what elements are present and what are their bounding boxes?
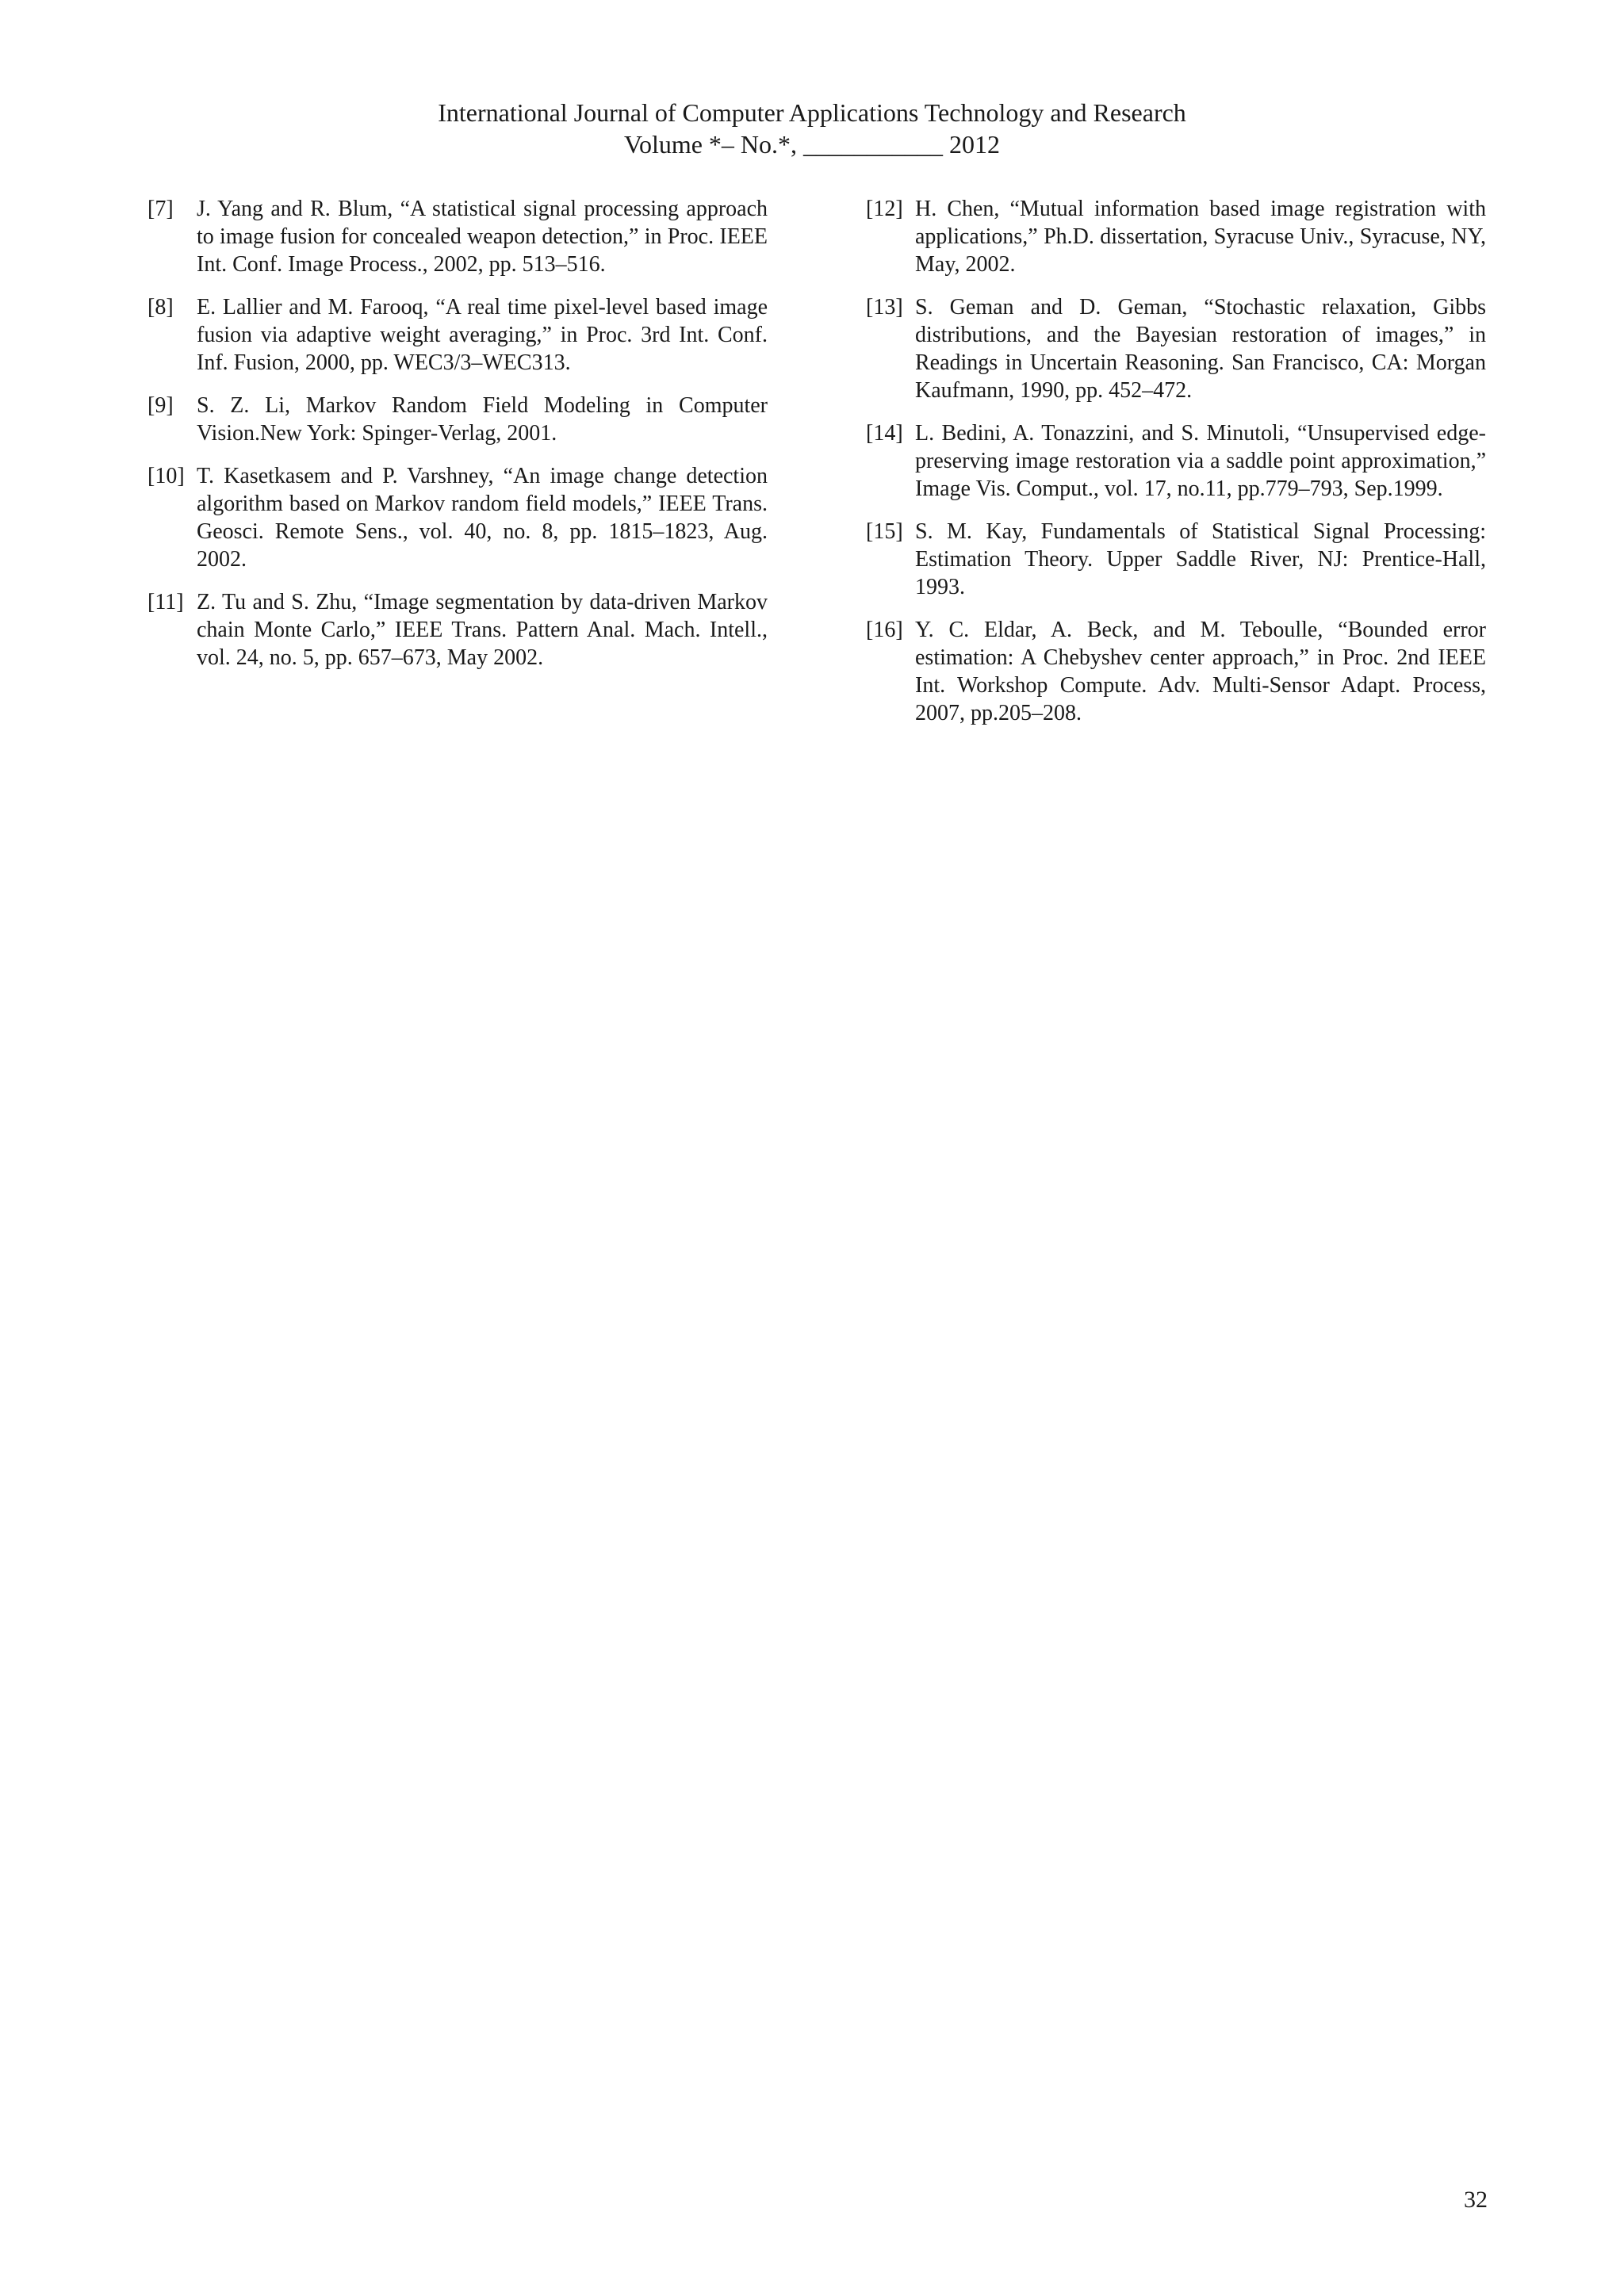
reference-number: [10] [147, 464, 185, 488]
reference-text: S. Z. Li, Markov Random Field Modeling in Computer Vision.New York: Spinger-Verlag, 2001. [197, 393, 768, 446]
running-header [0, 97, 1624, 160]
reference-item [866, 419, 1486, 503]
reference-item [866, 616, 1486, 727]
journal-title: International Journal of Computer Applications Technology and Research [438, 98, 1186, 127]
reference-number: [9] [147, 393, 174, 418]
reference-item [147, 293, 768, 377]
page-number: 32 [1464, 2187, 1488, 2213]
issue-line: Volume *– No.*, ___________ 2012 [623, 130, 1001, 159]
reference-text: T. Kasetkasem and P. Varshney, “An image change detection algorithm based on Markov random field models,” IEEE Trans. Geosci. Remote Sens., vol. 40, no. 8, pp. 1815–1823, Aug. 2002. [197, 464, 768, 572]
reference-text: Y. C. Eldar, A. Beck, and M. Teboulle, “Bounded error estimation: A Chebyshev center approach,” in Proc. 2nd IEEE Int. Workshop Compute. Adv. Multi-Sensor Adapt. Process, 2007, pp.205–208. [915, 618, 1486, 725]
reference-item [147, 588, 768, 672]
reference-item [866, 518, 1486, 601]
reference-text: J. Yang and R. Blum, “A statistical signal processing approach to image fusion for concealed weapon detection,” in Proc. IEEE Int. Conf. Image Process., 2002, pp. 513–516. [197, 197, 768, 277]
reference-item [147, 195, 768, 278]
reference-number: [13] [866, 295, 903, 320]
reference-text: S. M. Kay, Fundamentals of Statistical Signal Processing: Estimation Theory. Upper Saddle River, NJ: Prentice-Hall, 1993. [915, 519, 1486, 599]
reference-item [147, 462, 768, 573]
reference-text: E. Lallier and M. Farooq, “A real time pixel-level based image fusion via adaptive weight averaging,” in Proc. 3rd Int. Conf. Inf. Fusion, 2000, pp. WEC3/3–WEC313. [197, 295, 768, 375]
references-right-column [866, 195, 1486, 742]
reference-number: [15] [866, 519, 903, 544]
reference-number: [14] [866, 421, 903, 446]
reference-text: S. Geman and D. Geman, “Stochastic relaxation, Gibbs distributions, and the Bayesian restoration of images,” in Readings in Uncertain Reasoning. San Francisco, CA: Morgan Kaufmann, 1990, pp. 452–472. [915, 295, 1486, 403]
reference-text: H. Chen, “Mutual information based image registration with applications,” Ph.D. dissertation, Syracuse Univ., Syracuse, NY, May, 2002. [915, 197, 1486, 277]
references-left-column [147, 195, 768, 687]
reference-item [866, 195, 1486, 278]
reference-text: Z. Tu and S. Zhu, “Image segmentation by data-driven Markov chain Monte Carlo,” IEEE Trans. Pattern Anal. Mach. Intell., vol. 24, no. 5, pp. 657–673, May 2002. [197, 590, 768, 670]
reference-number: [7] [147, 197, 174, 221]
reference-number: [16] [866, 618, 903, 642]
reference-number: [11] [147, 590, 184, 614]
reference-text: L. Bedini, A. Tonazzini, and S. Minutoli, “Unsupervised edge-preserving image restoration via a saddle point approximation,” Image Vis. Comput., vol. 17, no.11, pp.779–793, Sep.1999. [915, 421, 1486, 501]
reference-number: [12] [866, 197, 903, 221]
reference-item [866, 293, 1486, 404]
reference-number: [8] [147, 295, 174, 320]
reference-item [147, 392, 768, 447]
